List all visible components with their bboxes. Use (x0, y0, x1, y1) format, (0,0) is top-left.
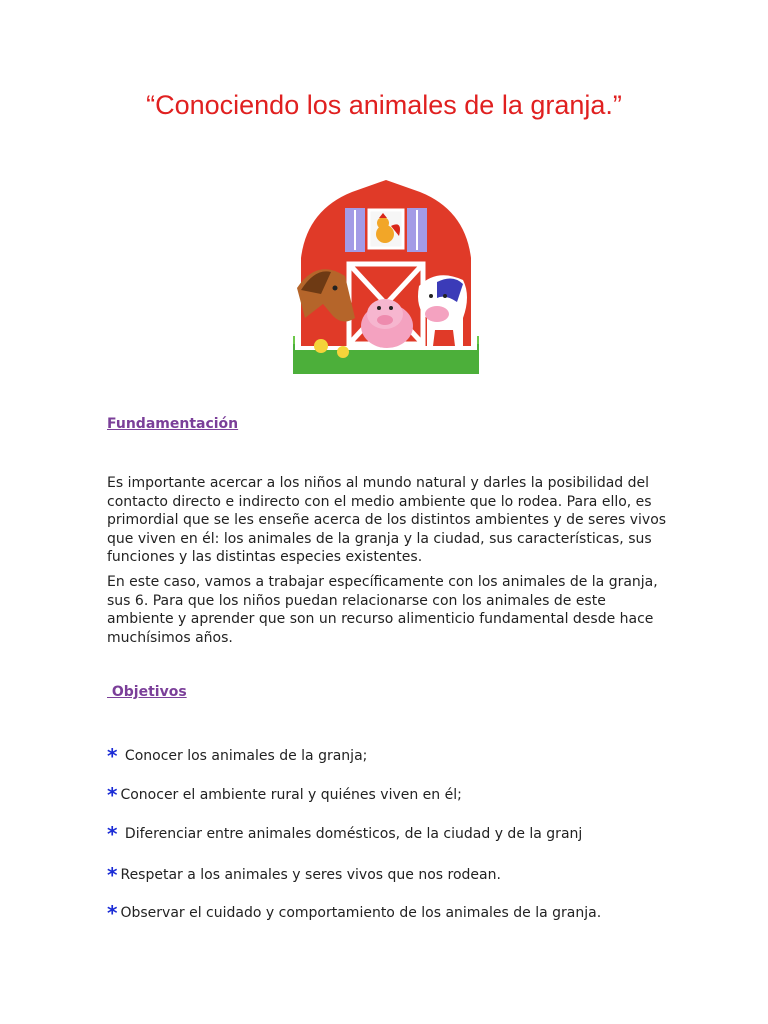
farm-barn-illustration (287, 168, 485, 378)
bullet-star-icon: * (107, 744, 118, 768)
page-title: “Conociendo los animales de la granja.” (146, 90, 622, 120)
paragraph-fundamentacion-2: En este caso, vamos a trabajar específicamente con los animales de la granja, sus 6. Para que los niños puedan relacionarse con los animales de este ambiente y aprender que son un recurso alimenticio fundamental desde hace muchísimos años. (107, 574, 658, 646)
objective-item (107, 822, 583, 846)
objective-item (107, 901, 602, 925)
paragraph-fundamentacion-1: Es importante acercar a los niños al mundo natural y darles la posibilidad del contacto directo e indirecto con el medio ambiente que lo rodea. Para ello, es primordial que se les enseñe acerca de los distintos ambientes y de seres vivos que viven en él: los animales de la granja y la ciudad, sus características, sus funciones y las distintas especies existentes. (107, 475, 667, 565)
bullet-star-icon: * (107, 901, 118, 925)
chick (314, 339, 328, 353)
objective-item (107, 863, 501, 887)
objective-item (107, 783, 462, 807)
section-heading-fundamentacion: Fundamentación (107, 416, 239, 432)
chick (337, 346, 349, 358)
objective-text: Respetar a los animales y seres vivos que nos rodean. (120, 867, 501, 883)
objective-item (107, 744, 368, 768)
objective-text: Diferenciar entre animales domésticos, de la ciudad y de la granj (120, 826, 583, 842)
objective-text: Observar el cuidado y comportamiento de los animales de la granja. (120, 905, 602, 921)
bullet-star-icon: * (107, 863, 118, 887)
section-heading-objetivos: Objetivos (107, 684, 187, 700)
bullet-star-icon: * (107, 783, 118, 807)
objective-text: Conocer los animales de la granja; (120, 748, 368, 764)
bullet-star-icon: * (107, 822, 118, 846)
objective-text: Conocer el ambiente rural y quiénes viven en él; (120, 787, 462, 803)
